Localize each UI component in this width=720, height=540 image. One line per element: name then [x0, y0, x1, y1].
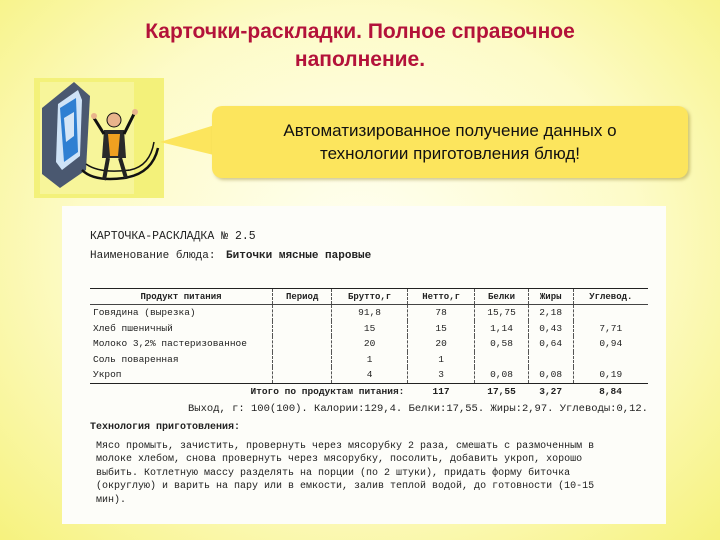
cell	[273, 321, 332, 337]
cell: Молоко 3,2% пастеризованное	[93, 338, 247, 350]
title-line-1: Карточки-раскладки. Полное справочное	[145, 20, 575, 43]
cell: 15,75	[475, 305, 528, 321]
card-heading-label: КАРТОЧКА-РАСКЛАДКА №	[90, 230, 229, 243]
callout-tail-icon	[160, 106, 220, 180]
table-header-row	[90, 289, 648, 305]
cell: 1	[407, 352, 474, 368]
cell: Хлеб пшеничный	[93, 322, 173, 334]
card-number: 2.5	[234, 230, 256, 243]
computer-person-clipart-icon	[34, 78, 164, 198]
column-header: Белки	[475, 289, 528, 305]
cell: 0,58	[475, 336, 528, 352]
totals-row	[90, 383, 648, 399]
totals-label: Итого по продуктам питания:	[250, 385, 405, 397]
cell: 15	[332, 321, 408, 337]
cell	[528, 352, 573, 368]
total-value: 3,27	[539, 385, 563, 397]
cell	[273, 305, 332, 321]
column-header: Продукт питания	[90, 289, 273, 305]
dish-line	[90, 250, 371, 262]
recipe-card-document	[62, 206, 666, 524]
cell	[273, 367, 332, 383]
cell: Говядина (вырезка)	[93, 307, 196, 319]
technology-heading: Технология приготовления:	[90, 422, 241, 433]
cell: Укроп	[90, 367, 273, 383]
cell: 4	[332, 367, 408, 383]
column-header: Жиры	[528, 289, 573, 305]
cell: Соль поваренная	[93, 353, 179, 365]
cell: 78	[407, 305, 474, 321]
total-value: 117	[432, 385, 450, 397]
cell: 1,14	[475, 321, 528, 337]
cell: 91,8	[332, 305, 408, 321]
cell: 15	[407, 321, 474, 337]
total-value: 8,84	[599, 385, 622, 397]
cell: 7,71	[573, 321, 648, 337]
column-header: Период	[273, 289, 332, 305]
output-summary: Выход, г: 100(100). Калории:129,4. Белки:17,55. Жиры:2,97. Углеводы:0,12.	[188, 403, 648, 415]
card-heading	[90, 230, 256, 243]
cell	[475, 352, 528, 368]
cell: 3	[407, 367, 474, 383]
cell	[273, 352, 332, 368]
callout-line-1: Автоматизированное получение данных о	[283, 121, 617, 140]
cell: 2,18	[528, 305, 573, 321]
title-line-2: наполнение.	[294, 48, 426, 71]
cell: 0,19	[573, 367, 648, 383]
table-row	[90, 336, 648, 352]
cell	[273, 336, 332, 352]
cell: 0,94	[573, 336, 648, 352]
total-value: 17,55	[487, 385, 516, 397]
column-header: Нетто,г	[407, 289, 474, 305]
cell: 20	[332, 336, 408, 352]
cell: 0,43	[528, 321, 573, 337]
table-row	[90, 321, 648, 337]
callout-bubble	[160, 106, 690, 180]
dish-label: Наименование блюда:	[90, 250, 216, 262]
technology-text: Мясо промыть, зачистить, провернуть через мясорубку 2 раза, смешать с размоченным в молоке хлебом, снова провернуть через мясорубку, посолить, добавить укроп, хорошо выбить. Котлетную массу разделять на порции (по 2 штуки), придать форму биточка (округлую) и варить на пару или в емкости, залив теплой водой, до готовности (10-15 мин).	[96, 441, 595, 506]
table-row	[90, 305, 648, 321]
column-header: Углевод.	[573, 289, 648, 305]
column-header: Брутто,г	[332, 289, 408, 305]
cell	[573, 352, 648, 368]
cell: 0,08	[528, 367, 573, 383]
slide-title	[0, 18, 720, 74]
callout-line-2: технологии приготовления блюд!	[320, 144, 580, 163]
dish-name: Биточки мясные паровые	[226, 250, 372, 262]
cell	[573, 305, 648, 321]
table-row	[90, 367, 648, 383]
cell: 0,64	[528, 336, 573, 352]
ingredients-table	[90, 288, 648, 399]
callout-text	[212, 106, 688, 178]
cell: 0,08	[475, 367, 528, 383]
table-row	[90, 352, 648, 368]
cell: 20	[407, 336, 474, 352]
cell: 1	[332, 352, 408, 368]
